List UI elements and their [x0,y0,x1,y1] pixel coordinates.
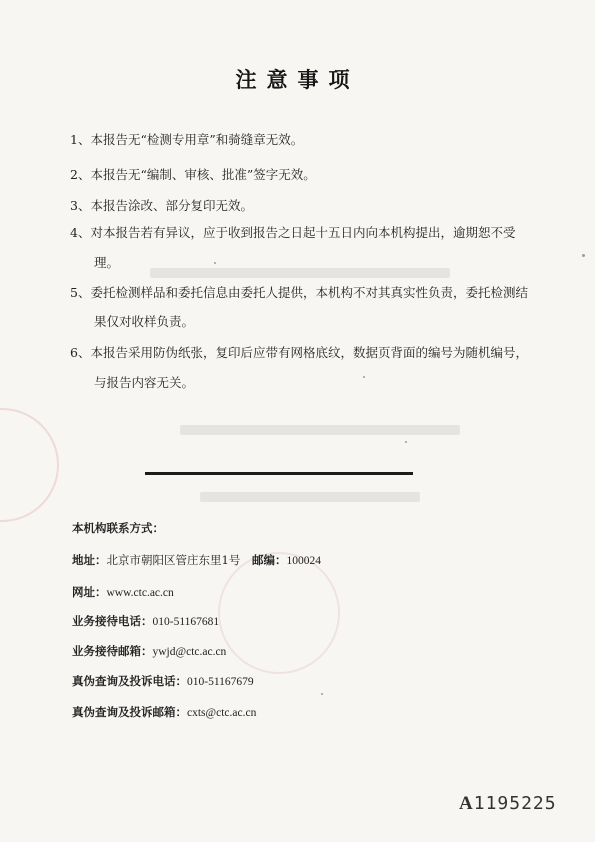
paper-speck [321,693,323,695]
website-value[interactable]: www.ctc.ac.cn [106,587,174,599]
address-value: 北京市朝阳区管庄东里1号 [106,553,241,567]
paper-speck [582,254,585,257]
paper-speck [405,441,407,443]
email-label: 业务接待邮箱： [72,644,153,658]
contact-phone [72,613,219,629]
serial-prefix: A [459,793,474,814]
verify-phone-label: 真伪查询及投诉电话： [72,674,187,688]
contact-email [72,643,226,659]
phone-label: 业务接待电话： [72,614,153,628]
contact-heading-text: 本机构联系方式： [72,521,164,535]
show-through-stamp [218,552,340,674]
contact-verify-phone [72,673,254,689]
contact-heading [72,520,164,536]
email-value[interactable]: ywjd@ctc.ac.cn [152,646,227,658]
show-through-band [180,425,460,435]
notice-item-1: 1、本报告无“检测专用章”和骑缝章无效。 [70,132,304,147]
notice-item-5-continued: 果仅对收样负责。 [94,314,195,329]
phone-value: 010-51167681 [152,616,220,628]
contact-website [72,584,174,600]
verify-email-label: 真伪查询及投诉邮箱： [72,705,187,719]
website-label: 网址： [72,585,107,599]
notice-item-2: 2、本报告无“编制、审核、批准”签字无效。 [70,167,316,182]
show-through-band [200,492,420,502]
paper-speck [363,376,365,378]
postcode-value: 100024 [286,555,321,567]
serial-digits: 1195225 [473,793,557,814]
contact-address [72,552,321,568]
notice-item-4-continued: 理。 [94,255,120,270]
serial-number [459,793,557,815]
notice-item-6: 6、本报告采用防伪纸张，复印后应带有网格底纹，数据页背面的编号为随机编号， [70,345,528,360]
contact-verify-email [72,704,256,720]
notice-item-3: 3、本报告涂改、部分复印无效。 [70,198,253,213]
show-through-stamp [0,408,59,522]
paper-speck [214,262,216,264]
verify-email-value[interactable]: cxts@ctc.ac.cn [187,707,257,719]
address-label: 地址： [72,553,107,567]
page-title: 注意事项 [235,67,360,92]
notice-item-4: 4、对本报告若有异议，应于收到报告之日起十五日内向本机构提出，逾期恕不受 [70,225,516,240]
section-divider [145,472,413,475]
postcode-label: 邮编： [251,553,287,567]
verify-phone-value: 010-51167679 [187,676,254,688]
notice-item-5: 5、委托检测样品和委托信息由委托人提供，本机构不对其真实性负责，委托检测结 [70,285,528,300]
notice-item-6-continued: 与报告内容无关。 [94,375,195,390]
